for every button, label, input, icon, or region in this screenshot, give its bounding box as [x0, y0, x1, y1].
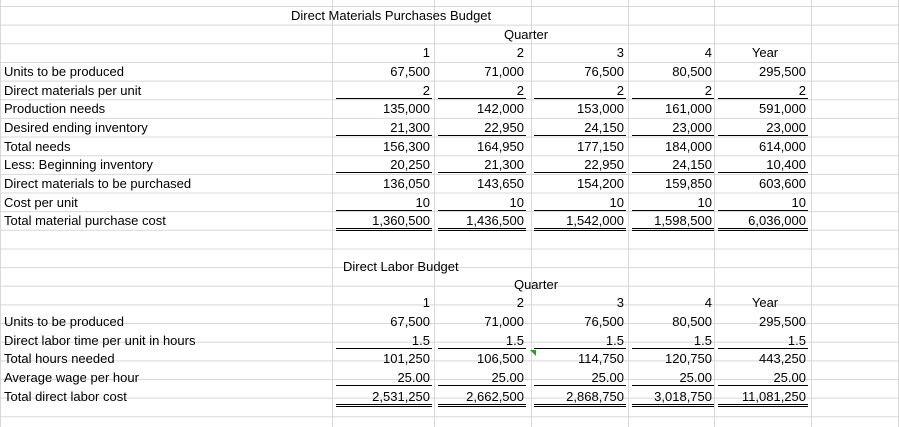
table-cell[interactable]: 443,250 — [759, 351, 806, 367]
underline — [632, 348, 714, 349]
table-cell[interactable]: 106,500 — [477, 351, 524, 367]
underline — [632, 135, 714, 136]
table-cell[interactable]: 1.5 — [787, 332, 806, 348]
underline — [632, 210, 714, 211]
double-underline — [534, 228, 626, 231]
table-cell[interactable]: 1.5 — [505, 332, 524, 348]
labor-budget-title: Direct Labor Budget — [343, 259, 459, 274]
row-label: Average wage per hour — [4, 369, 139, 385]
table-cell[interactable]: 22,950 — [584, 157, 624, 173]
underline — [534, 348, 626, 349]
table-cell[interactable]: 2,531,250 — [372, 388, 430, 404]
table-cell[interactable]: 21,300 — [484, 157, 524, 173]
underline — [438, 98, 526, 99]
labor-col-header-2: 2 — [516, 295, 524, 310]
table-cell[interactable]: 2 — [704, 82, 712, 98]
row-label: Production needs — [4, 101, 106, 117]
double-underline — [718, 228, 808, 231]
row-label: Units to be produced — [4, 314, 124, 329]
labor-quarter-label: Quarter — [513, 277, 559, 292]
row-label: Units to be produced — [4, 64, 124, 79]
underline — [438, 210, 526, 211]
double-underline — [534, 404, 626, 407]
table-cell[interactable]: 10 — [415, 194, 430, 210]
materials-budget-title: Direct Materials Purchases Budget — [291, 8, 492, 23]
table-cell[interactable]: 25.00 — [491, 369, 524, 385]
double-underline — [632, 404, 714, 407]
underline — [438, 348, 526, 349]
table-cell[interactable]: 2 — [798, 82, 806, 98]
table-cell[interactable]: 67,500 — [390, 314, 430, 329]
table-cell[interactable]: 603,600 — [759, 175, 806, 191]
labor-col-header-1: 1 — [422, 295, 430, 310]
table-cell[interactable]: 23,000 — [672, 119, 712, 135]
table-cell[interactable]: 1,360,500 — [372, 213, 430, 229]
underline — [632, 172, 714, 173]
table-cell[interactable]: 1,598,500 — [654, 213, 712, 229]
table-cell[interactable]: 25.00 — [591, 369, 624, 385]
table-cell[interactable]: 21,300 — [390, 119, 430, 135]
table-cell[interactable]: 101,250 — [383, 351, 430, 367]
table-cell[interactable]: 10 — [791, 194, 806, 210]
underline — [438, 135, 526, 136]
table-cell[interactable]: 177,150 — [577, 138, 624, 154]
row-label: Direct labor time per unit in hours — [4, 332, 196, 348]
underline — [718, 135, 808, 136]
table-cell[interactable]: 76,500 — [584, 64, 624, 79]
double-underline — [336, 404, 432, 407]
double-underline — [336, 228, 432, 231]
labor-col-header-3: 3 — [616, 295, 624, 310]
double-underline — [438, 228, 526, 231]
row-label: Less: Beginning inventory — [4, 157, 153, 173]
row-label: Total material purchase cost — [4, 213, 166, 229]
table-cell[interactable]: 80,500 — [672, 64, 712, 79]
table-cell[interactable]: 76,500 — [584, 314, 624, 329]
underline — [718, 348, 808, 349]
double-underline — [438, 404, 526, 407]
table-cell[interactable]: 25.00 — [397, 369, 430, 385]
materials-col-header-2: 2 — [516, 45, 524, 60]
table-cell[interactable]: 24,150 — [672, 157, 712, 173]
materials-col-header-4: 4 — [704, 45, 712, 60]
table-cell[interactable]: 591,000 — [759, 101, 806, 117]
underline — [336, 210, 432, 211]
table-cell[interactable]: 10,400 — [766, 157, 806, 173]
materials-col-header-3: 3 — [616, 45, 624, 60]
table-cell[interactable]: 3,018,750 — [654, 388, 712, 404]
table-cell[interactable]: 184,000 — [665, 138, 712, 154]
underline — [336, 348, 432, 349]
table-cell[interactable]: 23,000 — [766, 119, 806, 135]
row-label: Direct materials to be purchased — [4, 175, 192, 191]
materials-col-header-5: Year — [751, 45, 779, 60]
row-label: Direct materials per unit — [4, 82, 142, 98]
table-cell[interactable]: 120,750 — [665, 351, 712, 367]
table-cell[interactable]: 1.5 — [411, 332, 430, 348]
materials-col-header-1: 1 — [422, 45, 430, 60]
table-cell[interactable]: 295,500 — [759, 64, 806, 79]
underline — [336, 135, 432, 136]
table-cell[interactable]: 142,000 — [477, 101, 524, 117]
table-cell[interactable]: 25.00 — [679, 369, 712, 385]
row-label: Desired ending inventory — [4, 119, 148, 135]
underline — [718, 210, 808, 211]
table-cell[interactable]: 136,050 — [383, 175, 430, 191]
table-cell[interactable]: 71,000 — [484, 64, 524, 79]
underline — [534, 210, 626, 211]
double-underline — [632, 228, 714, 231]
table-cell[interactable]: 143,650 — [477, 175, 524, 191]
table-cell[interactable]: 153,000 — [577, 101, 624, 117]
table-cell[interactable]: 114,750 — [577, 351, 624, 367]
materials-quarter-label: Quarter — [503, 27, 549, 42]
table-cell[interactable]: 1.5 — [693, 332, 712, 348]
underline — [632, 385, 714, 386]
underline — [718, 385, 808, 386]
table-cell[interactable]: 67,500 — [390, 64, 430, 79]
underline — [336, 98, 432, 99]
table-cell[interactable]: 135,000 — [383, 101, 430, 117]
table-cell[interactable]: 1.5 — [605, 332, 624, 348]
table-cell[interactable]: 80,500 — [672, 314, 712, 329]
row-label: Total direct labor cost — [4, 388, 127, 404]
table-cell[interactable]: 614,000 — [759, 138, 806, 154]
table-cell[interactable]: 2 — [516, 82, 524, 98]
underline — [534, 385, 626, 386]
table-cell[interactable]: 156,300 — [383, 138, 430, 154]
underline — [336, 385, 432, 386]
underline — [718, 98, 808, 99]
double-underline — [718, 404, 808, 407]
table-cell[interactable]: 25.00 — [773, 369, 806, 385]
table-cell[interactable]: 10 — [609, 194, 624, 210]
table-cell[interactable]: 1,542,000 — [566, 213, 624, 229]
table-cell[interactable]: 22,950 — [484, 119, 524, 135]
underline — [718, 172, 808, 173]
underline — [336, 172, 432, 173]
underline — [534, 135, 626, 136]
table-cell[interactable]: 161,000 — [665, 101, 712, 117]
underline — [534, 98, 626, 99]
table-cell[interactable]: 164,950 — [477, 138, 524, 154]
row-label: Total needs — [4, 138, 71, 154]
table-cell[interactable]: 10 — [509, 194, 524, 210]
labor-col-header-4: 4 — [704, 295, 712, 310]
underline — [632, 98, 714, 99]
row-label: Total hours needed — [4, 351, 115, 367]
table-cell[interactable]: 295,500 — [759, 314, 806, 329]
table-cell[interactable]: 2,868,750 — [566, 388, 624, 404]
table-cell[interactable]: 2 — [422, 82, 430, 98]
table-cell[interactable]: 6,036,000 — [748, 213, 806, 229]
table-cell[interactable]: 2 — [616, 82, 624, 98]
table-cell[interactable]: 24,150 — [584, 119, 624, 135]
table-cell[interactable]: 71,000 — [484, 314, 524, 329]
underline — [438, 172, 526, 173]
table-cell[interactable]: 2,662,500 — [466, 388, 524, 404]
row-label: Cost per unit — [4, 194, 78, 210]
comment-marker-icon[interactable] — [530, 350, 536, 356]
underline — [438, 385, 526, 386]
table-cell[interactable]: 20,250 — [390, 157, 430, 173]
table-cell[interactable]: 154,200 — [577, 175, 624, 191]
table-cell[interactable]: 10 — [697, 194, 712, 210]
underline — [534, 172, 626, 173]
table-cell[interactable]: 159,850 — [665, 175, 712, 191]
table-cell[interactable]: 1,436,500 — [466, 213, 524, 229]
labor-col-header-5: Year — [751, 295, 779, 310]
table-cell[interactable]: 11,081,250 — [741, 388, 806, 404]
